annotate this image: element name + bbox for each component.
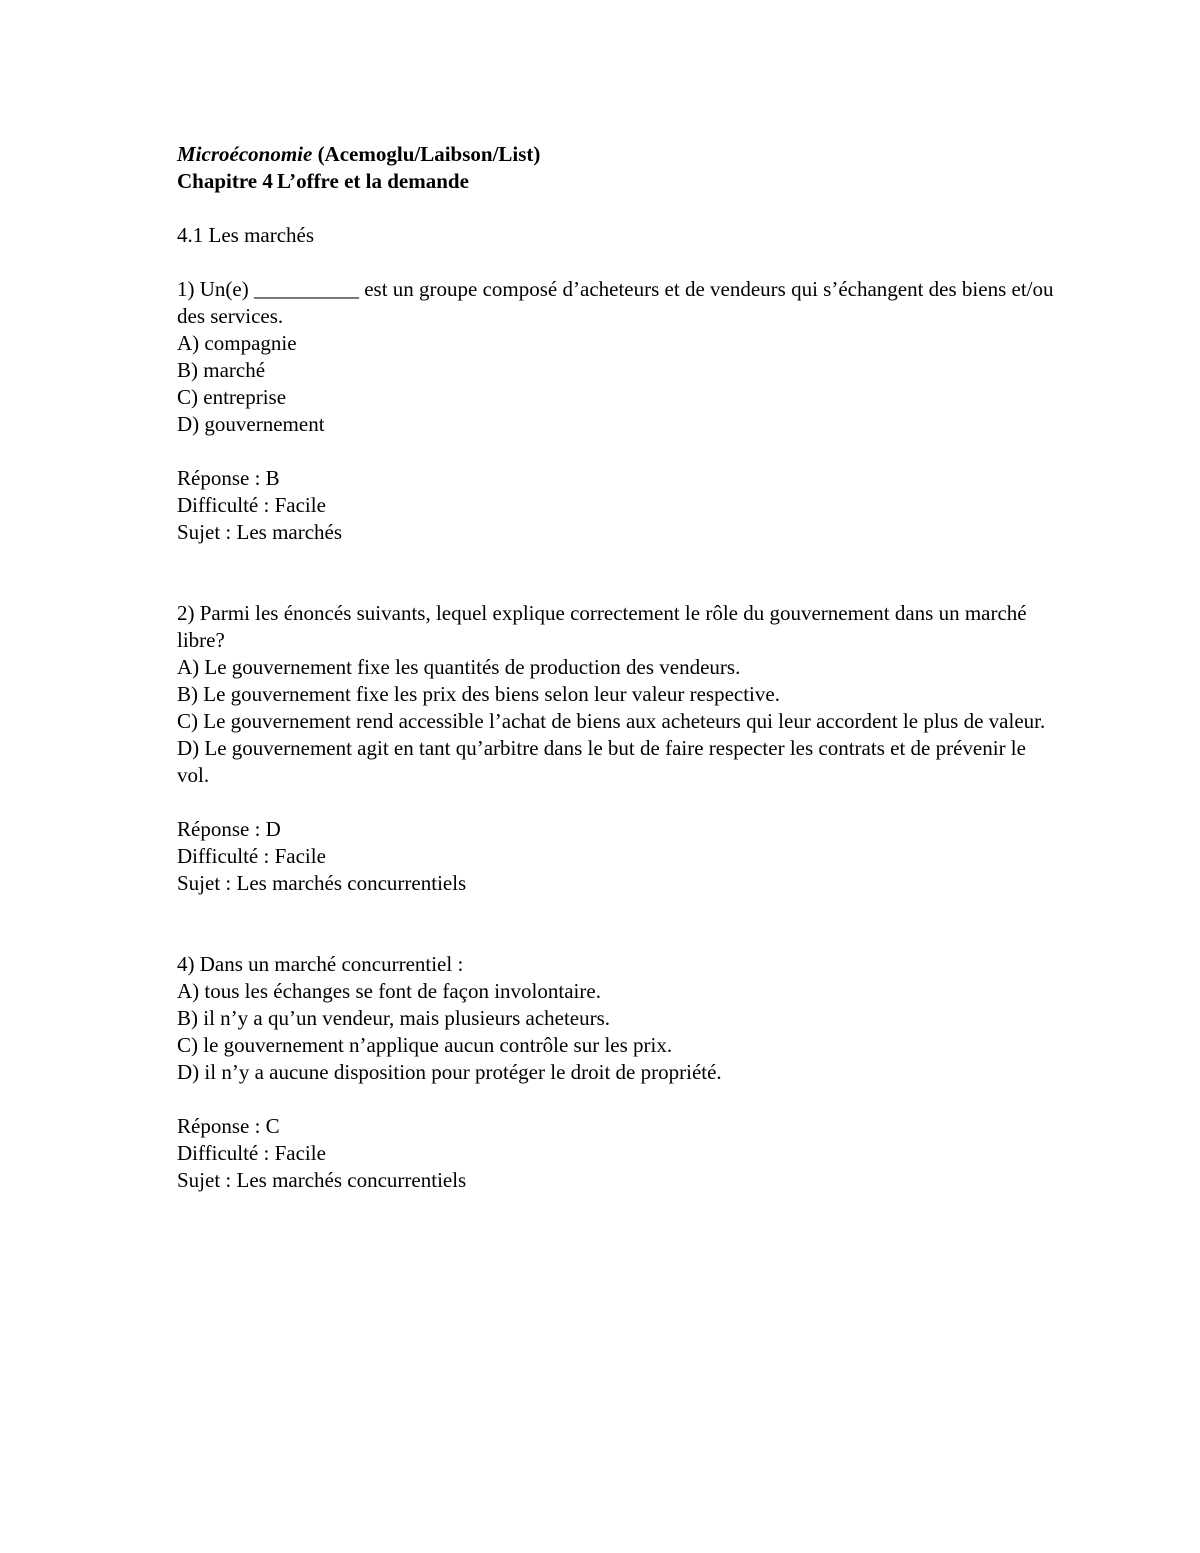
spacer	[177, 438, 1057, 465]
answer-option: D) il n’y a aucune disposition pour protéger le droit de propriété.	[177, 1060, 722, 1084]
answer-key: Réponse : C	[177, 1114, 280, 1138]
answer-option: D) Le gouvernement agit en tant qu’arbitre dans le but de faire respecter les contrats et de prévenir le vol.	[177, 736, 1032, 787]
topic: Sujet : Les marchés concurrentiels	[177, 871, 467, 895]
answer-option: A) tous les échanges se font de façon involontaire.	[177, 979, 601, 1003]
book-authors: (Acemoglu/Laibson/List)	[317, 142, 541, 166]
answer-key: Réponse : D	[177, 817, 281, 841]
answer-option: D) gouvernement	[177, 412, 325, 436]
question-2	[177, 600, 1057, 897]
spacer	[177, 546, 1057, 600]
spacer	[177, 249, 1057, 276]
chapter-heading	[177, 168, 1057, 195]
question-stem: 1) Un(e) __________ est un groupe composé d’acheteurs et de vendeurs qui s’échangent des biens et/ou des services.	[177, 277, 1059, 328]
answer-option: C) Le gouvernement rend accessible l’achat de biens aux acheteurs qui leur accordent le plus de valeur.	[177, 709, 1046, 733]
spacer	[177, 897, 1057, 951]
book-title: Microéconomie	[177, 142, 313, 166]
answer-option: B) il n’y a qu’un vendeur, mais plusieurs acheteurs.	[177, 1006, 611, 1030]
answer-option: C) entreprise	[177, 385, 287, 409]
answer-key: Réponse : B	[177, 466, 280, 490]
answer-option: B) Le gouvernement fixe les prix des biens selon leur valeur respective.	[177, 682, 780, 706]
difficulty: Difficulté : Facile	[177, 1141, 326, 1165]
difficulty: Difficulté : Facile	[177, 493, 326, 517]
document-page	[177, 141, 1057, 1194]
book-title-line	[177, 141, 1057, 168]
spacer	[177, 789, 1057, 816]
question-1	[177, 276, 1057, 546]
chapter-title: L’offre et la demande	[277, 169, 469, 193]
spacer	[177, 195, 1057, 222]
section-title: 4.1 Les marchés	[177, 223, 315, 247]
question-stem: 4) Dans un marché concurrentiel :	[177, 952, 464, 976]
answer-option: A) Le gouvernement fixe les quantités de production des vendeurs.	[177, 655, 741, 679]
question-stem: 2) Parmi les énoncés suivants, lequel explique correctement le rôle du gouvernement dans un marché libre?	[177, 601, 1032, 652]
answer-option: B) marché	[177, 358, 266, 382]
chapter-number: Chapitre 4	[177, 169, 273, 193]
question-4	[177, 951, 1057, 1194]
topic: Sujet : Les marchés concurrentiels	[177, 1168, 467, 1192]
difficulty: Difficulté : Facile	[177, 844, 326, 868]
answer-option: A) compagnie	[177, 331, 297, 355]
spacer	[177, 1086, 1057, 1113]
topic: Sujet : Les marchés	[177, 520, 343, 544]
answer-option: C) le gouvernement n’applique aucun contrôle sur les prix.	[177, 1033, 673, 1057]
